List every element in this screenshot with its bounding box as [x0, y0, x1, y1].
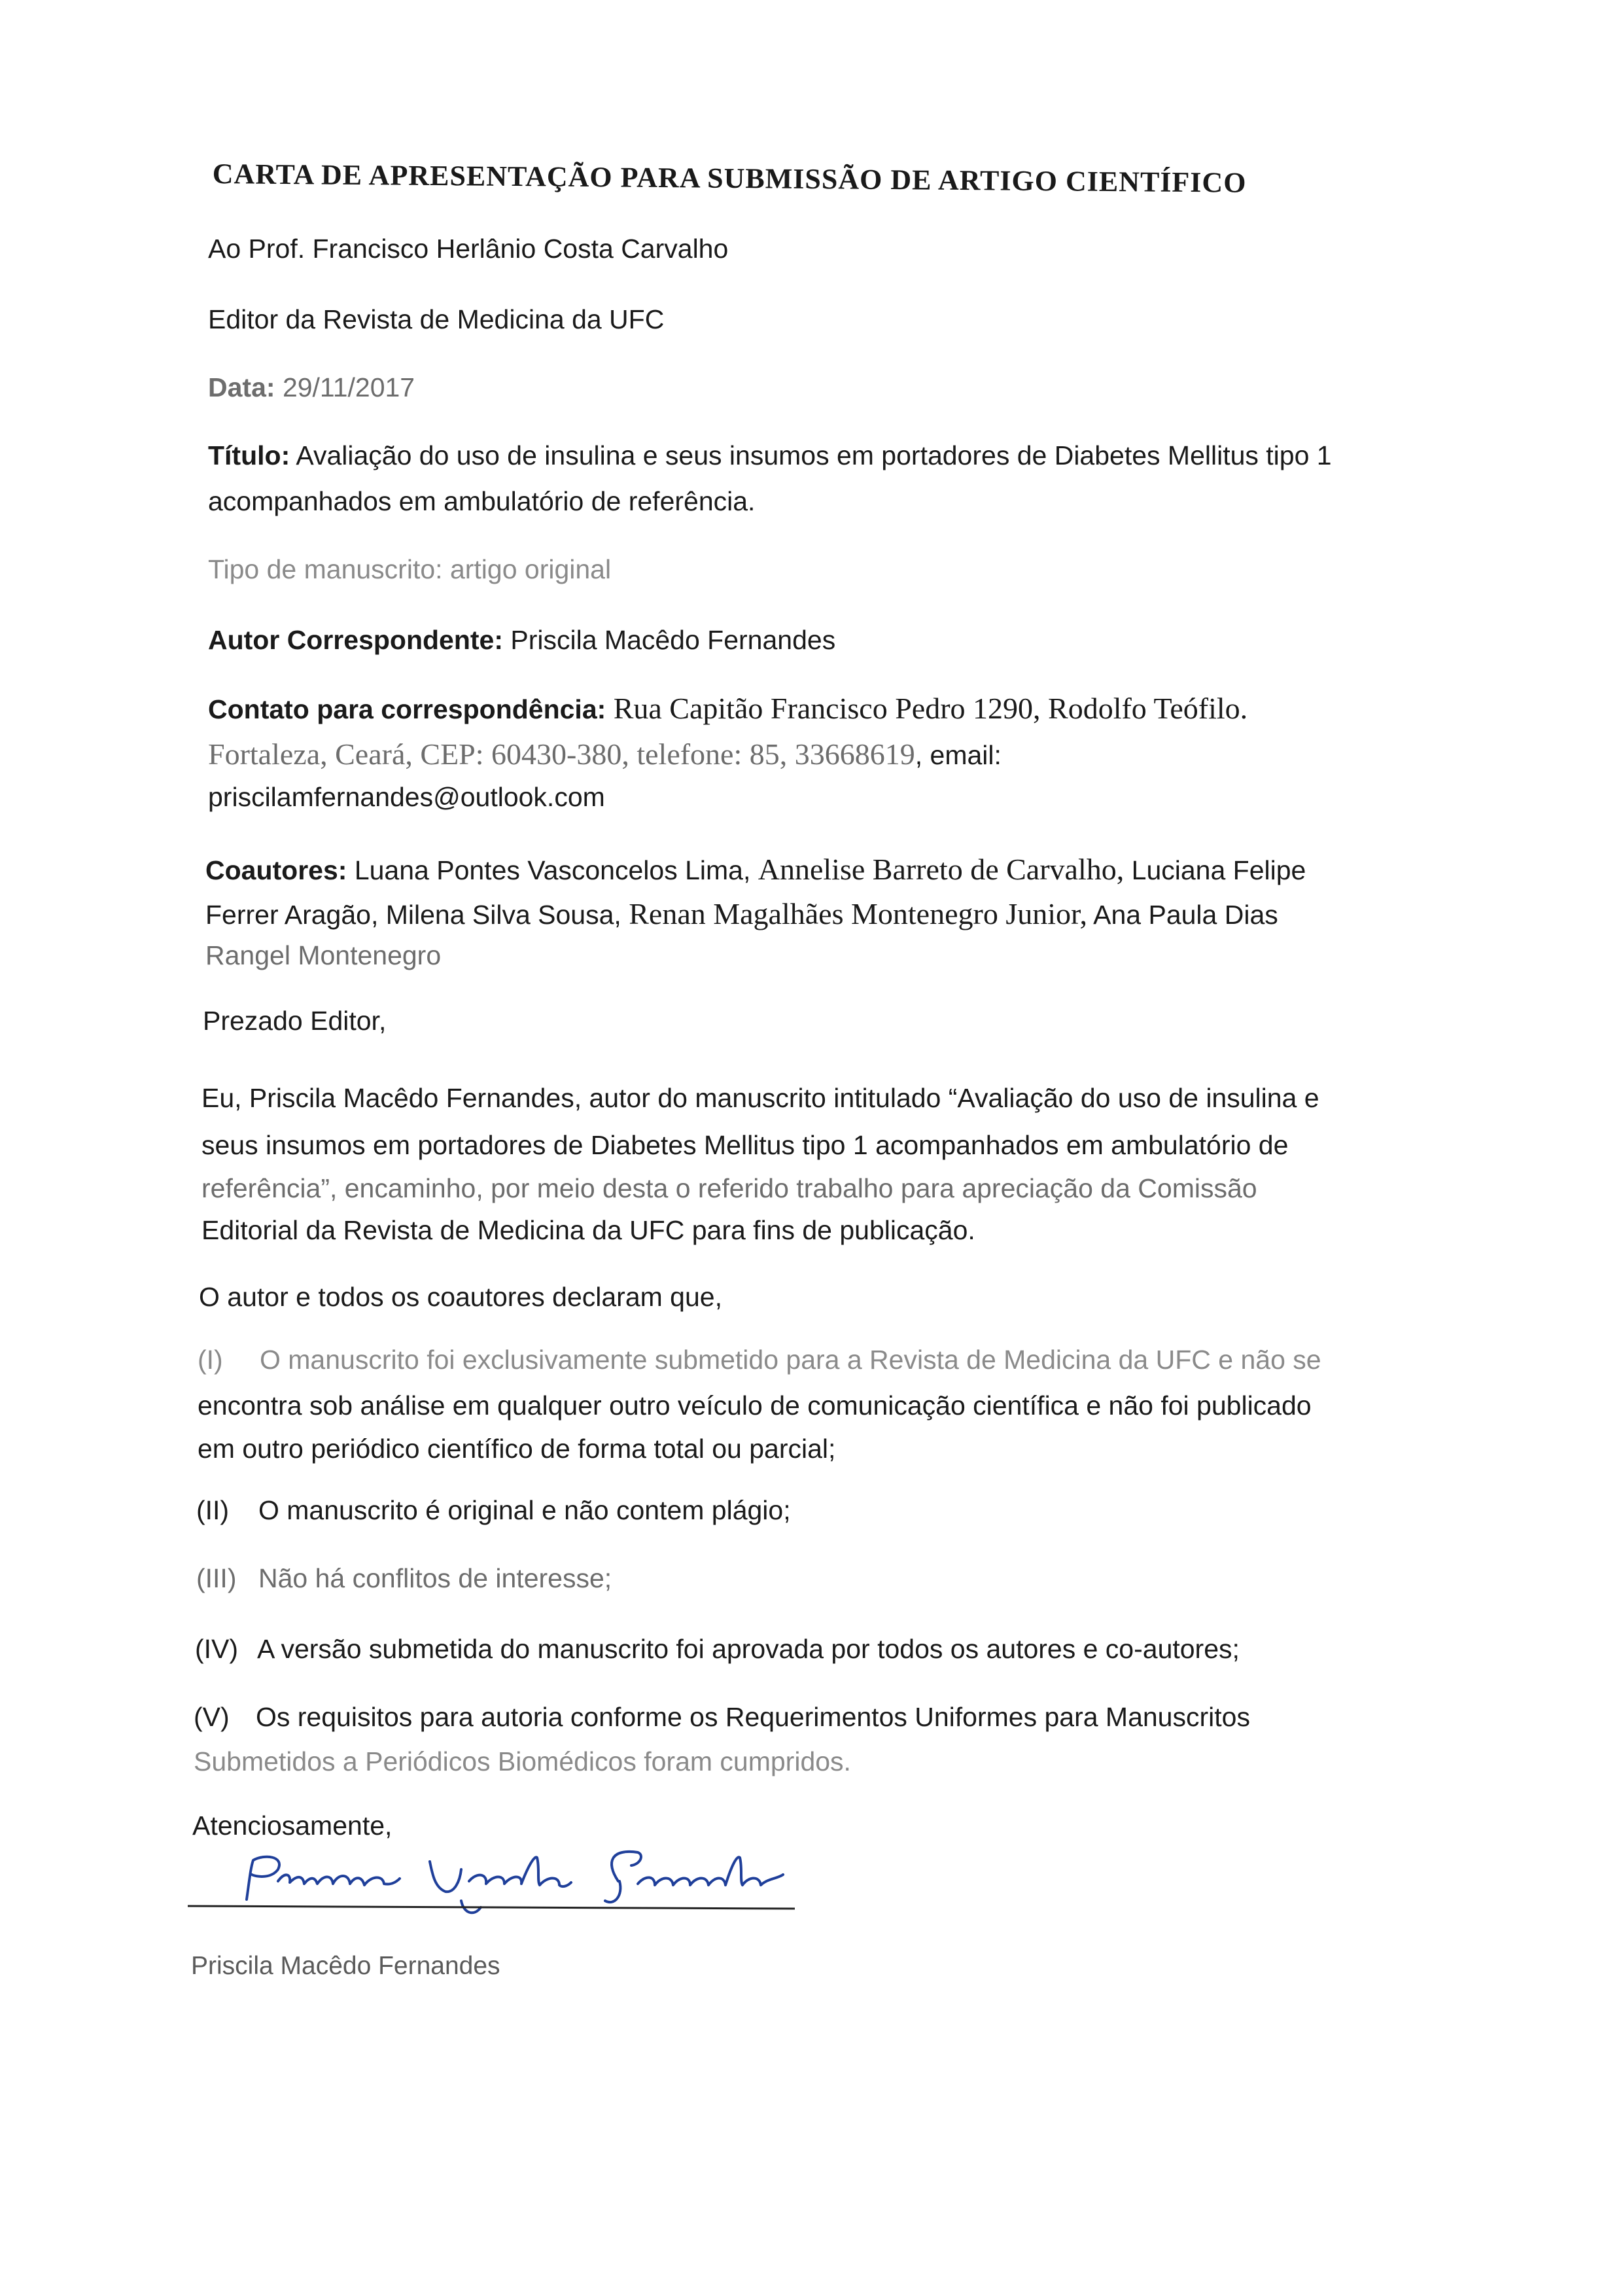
item-2	[196, 1497, 791, 1524]
recipient: Ao Prof. Francisco Herlânio Costa Carvalho	[208, 234, 729, 264]
tipo-value: artigo original	[449, 554, 612, 584]
coautores-2a: Ferrer Aragão, Milena Silva Sousa,	[205, 900, 621, 930]
item-2-number: (II)	[196, 1495, 230, 1525]
signature-stroke-acedo	[469, 1857, 571, 1886]
item-4	[195, 1636, 1240, 1663]
titulo-text-2: acompanhados em ambulatório de referência.	[208, 486, 756, 516]
coautores-1a: Luana Pontes Vasconcelos Lima,	[354, 855, 751, 885]
coautores-label: Coautores:	[205, 855, 347, 885]
contato-line-1	[208, 694, 1248, 724]
autor-label: Autor Correspondente:	[208, 625, 503, 655]
contato-city-phone: Fortaleza, Ceará, CEP: 60430-380, telefone: 85, 33668619	[208, 737, 915, 771]
contato-email: priscilamfernandes@outlook.com	[208, 782, 605, 812]
body-line-1: Eu, Priscila Macêdo Fernandes, autor do manuscrito intitulado “Avaliação do uso de insulina e	[201, 1083, 1319, 1113]
item-3-text: Não há conflitos de interesse;	[258, 1563, 612, 1593]
coautores-2c: Ana Paula Dias	[1093, 900, 1278, 930]
salutation: Prezado Editor,	[203, 1006, 387, 1036]
letter-title: CARTA DE APRESENTAÇÃO PARA SUBMISSÃO DE ARTIGO CIENTÍFICO	[212, 157, 1247, 199]
contato-email-label: , email:	[915, 740, 1002, 770]
signature-printed-name: Priscila Macêdo Fernandes	[191, 1952, 500, 1980]
titulo-line-1	[208, 442, 1332, 469]
contato-label: Contato para correspondência:	[208, 694, 606, 724]
signature-stroke-f	[605, 1852, 641, 1902]
item-4-number: (IV)	[195, 1634, 239, 1664]
signature-stroke-riscila	[278, 1875, 400, 1885]
contato-address: Rua Capitão Francisco Pedro 1290, Rodolfo Teófilo.	[613, 692, 1248, 725]
coautores-1c: Luciana Felipe	[1131, 855, 1306, 885]
tipo-label: Tipo de manuscrito:	[208, 554, 443, 584]
item-1-line-1	[198, 1347, 1321, 1373]
item-1-line-3: em outro periódico científico de forma total ou parcial;	[198, 1434, 836, 1464]
titulo-label: Título:	[208, 440, 290, 470]
signature-line	[188, 1906, 795, 1909]
coautores-line-2	[205, 899, 1278, 929]
item-3-number: (III)	[196, 1563, 237, 1593]
declare-line: O autor e todos os coautores declaram que,	[199, 1282, 722, 1312]
coautores-2b: Renan Magalhães Montenegro Junior,	[629, 897, 1087, 930]
body-line-2: seus insumos em portadores de Diabetes Mellitus tipo 1 acompanhados em ambulatório de	[201, 1130, 1289, 1160]
coautores-1b: Annelise Barreto de Carvalho,	[758, 853, 1125, 886]
body-line-4: Editorial da Revista de Medicina da UFC para fins de publicação.	[201, 1215, 975, 1245]
item-5-line-1	[194, 1704, 1250, 1731]
coautores-line-3: Rangel Montenegro	[205, 940, 442, 970]
signature-stroke-p	[247, 1857, 279, 1899]
item-3	[196, 1565, 612, 1592]
closing: Atenciosamente,	[192, 1810, 393, 1841]
date-label: Data:	[208, 372, 275, 402]
handwritten-signature	[186, 1835, 814, 1927]
body-line-3: referência”, encaminho, por meio desta o referido trabalho para apreciação da Comissão	[201, 1173, 1257, 1203]
coautores-line-1	[205, 855, 1306, 885]
titulo-text-1: Avaliação do uso de insulina e seus insumos em portadores de Diabetes Mellitus tipo 1	[296, 440, 1332, 470]
item-1-line-2: encontra sob análise em qualquer outro veículo de comunicação científica e não foi publicado	[198, 1390, 1312, 1421]
signature-stroke-ernandes	[638, 1857, 783, 1885]
contato-line-2	[208, 739, 1002, 769]
item-1-text-1: O manuscrito foi exclusivamente submetido para a Revista de Medicina da UFC e não se	[260, 1345, 1321, 1375]
autor-value: Priscila Macêdo Fernandes	[510, 625, 836, 655]
recipient-role: Editor da Revista de Medicina da UFC	[208, 304, 665, 334]
item-4-text: A versão submetida do manuscrito foi aprovada por todos os autores e co-autores;	[257, 1634, 1240, 1664]
item-1-number: (I)	[198, 1345, 223, 1375]
autor-line	[208, 627, 835, 654]
item-5-number: (V)	[194, 1702, 230, 1732]
item-5-text-1: Os requisitos para autoria conforme os Requerimentos Uniformes para Manuscritos	[256, 1702, 1250, 1732]
date-value: 29/11/2017	[282, 372, 415, 402]
tipo-line	[208, 556, 611, 583]
item-5-line-2: Submetidos a Periódicos Biomédicos foram cumpridos.	[194, 1746, 851, 1776]
item-2-text: O manuscrito é original e não contem plágio;	[258, 1495, 791, 1525]
date-line	[208, 374, 415, 401]
signature-stroke-m	[430, 1862, 481, 1913]
